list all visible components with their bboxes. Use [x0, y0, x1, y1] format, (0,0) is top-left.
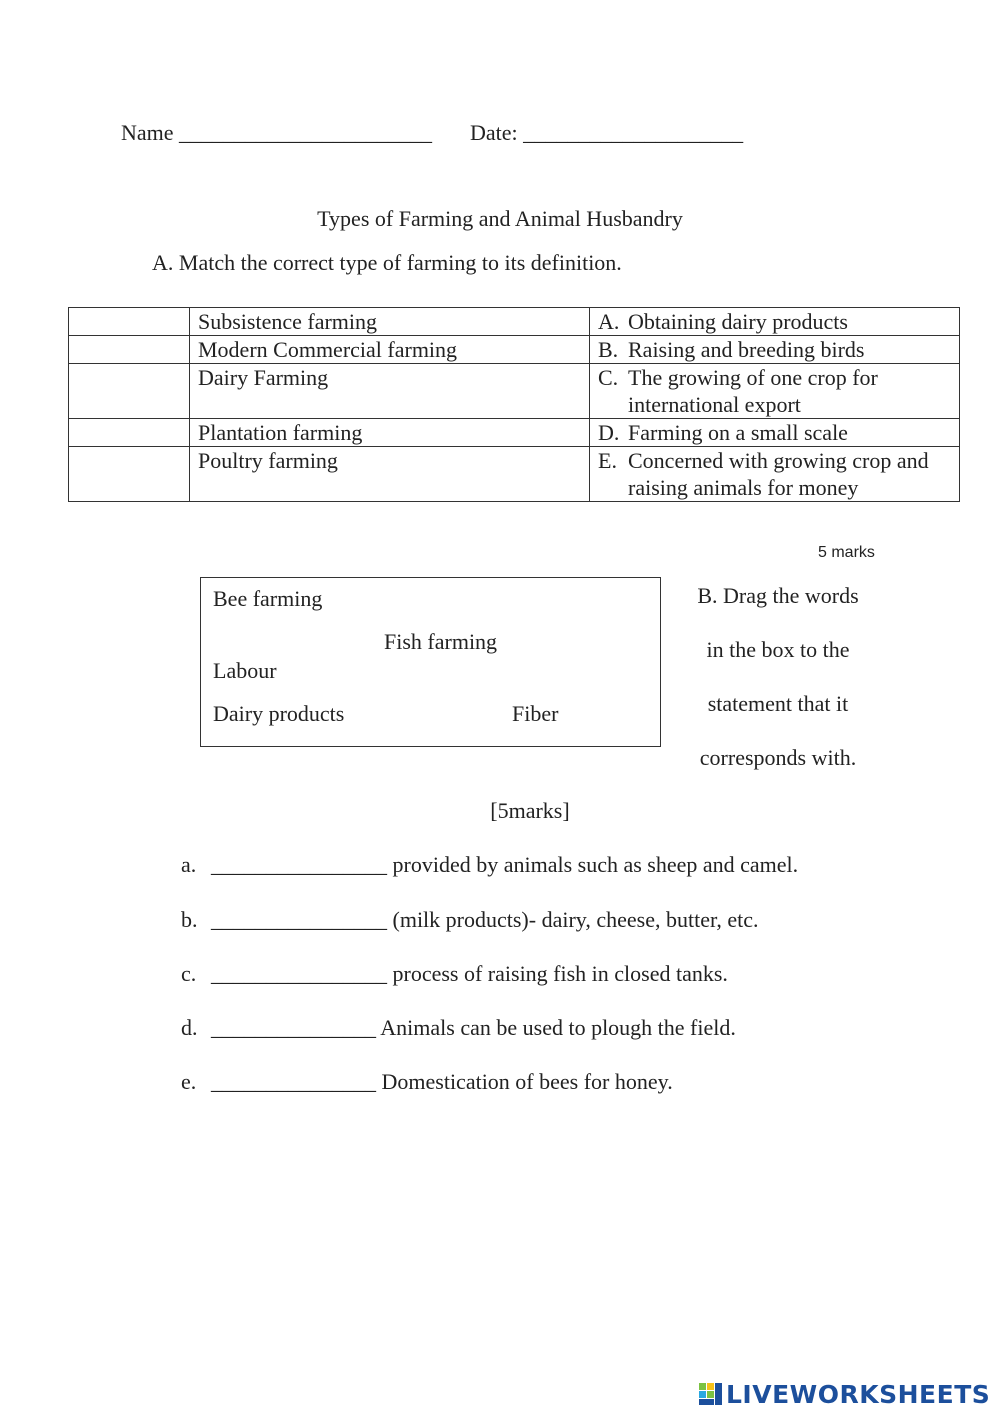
answer-cell[interactable]	[69, 336, 190, 364]
statement-text[interactable]: _______________ Domestication of bees for honey.	[211, 1069, 673, 1094]
section-b-instruction-line: corresponds with.	[699, 745, 857, 770]
statement-a	[181, 852, 798, 878]
word-fiber[interactable]: Fiber	[512, 701, 559, 726]
word-labour[interactable]: Labour	[213, 658, 277, 683]
section-b-marks: [5marks]	[490, 798, 570, 823]
word-dairy-products[interactable]: Dairy products	[213, 701, 345, 726]
table-row	[69, 308, 960, 336]
section-b-instruction-line: statement that it	[707, 691, 849, 716]
definition-cell	[590, 447, 960, 502]
section-a-instruction: A. Match the correct type of farming to its definition.	[152, 250, 622, 275]
liveworksheets-icon	[698, 1381, 724, 1407]
statement-label: d.	[181, 1015, 198, 1040]
definition-text: Concerned with growing crop and raising animals for money	[628, 448, 929, 500]
answer-cell[interactable]	[69, 419, 190, 447]
name-field[interactable]: Name _______________________	[121, 120, 433, 145]
statement-text[interactable]: ________________ process of raising fish in closed tanks.	[211, 961, 728, 986]
name-date-row	[121, 120, 743, 146]
definition-cell	[590, 308, 960, 336]
statement-label: e.	[181, 1069, 197, 1094]
statement-label: c.	[181, 961, 197, 986]
logo-text: LIVEWORKSHEETS	[726, 1379, 991, 1409]
answer-cell[interactable]	[69, 364, 190, 419]
farming-type: Modern Commercial farming	[190, 336, 590, 364]
table-row	[69, 336, 960, 364]
definition-letter: E.	[598, 448, 617, 473]
answer-cell[interactable]	[69, 447, 190, 502]
statement-label: a.	[181, 852, 197, 877]
matching-table	[68, 307, 960, 502]
statement-text[interactable]: _______________ Animals can be used to plough the field.	[211, 1015, 736, 1040]
word-bank-box	[200, 577, 661, 747]
farming-type: Subsistence farming	[190, 308, 590, 336]
table-row	[69, 364, 960, 419]
definition-letter: C.	[598, 365, 619, 390]
farming-type: Plantation farming	[190, 419, 590, 447]
answer-cell[interactable]	[69, 308, 190, 336]
definition-text: The growing of one crop for international export	[628, 365, 878, 417]
definition-cell	[590, 336, 960, 364]
definition-letter: B.	[598, 337, 619, 362]
statement-text[interactable]: ________________ provided by animals such as sheep and camel.	[211, 852, 799, 877]
statement-d	[181, 1015, 736, 1041]
definition-text: Raising and breeding birds	[628, 337, 865, 362]
worksheet-title: Types of Farming and Animal Husbandry	[317, 206, 683, 231]
statement-c	[181, 961, 728, 987]
farming-type: Dairy Farming	[190, 364, 590, 419]
definition-cell	[590, 364, 960, 419]
section-b-instruction-line: in the box to the	[706, 637, 850, 662]
section-b-instruction-line: B. Drag the words	[697, 583, 859, 608]
word-bee-farming[interactable]: Bee farming	[213, 586, 323, 611]
statement-label: b.	[181, 907, 198, 932]
definition-text: Farming on a small scale	[628, 420, 848, 445]
liveworksheets-logo	[698, 1376, 990, 1412]
definition-text: Obtaining dairy products	[628, 309, 848, 334]
section-a-marks: 5 marks	[818, 544, 875, 561]
table-row	[69, 447, 960, 502]
definition-letter: D.	[598, 420, 620, 445]
farming-type: Poultry farming	[190, 447, 590, 502]
word-fish-farming[interactable]: Fish farming	[384, 629, 498, 654]
definition-letter: A.	[598, 309, 620, 334]
statement-text[interactable]: ________________ (milk products)- dairy, cheese, butter, etc.	[211, 907, 759, 932]
table-row	[69, 419, 960, 447]
statement-b	[181, 907, 759, 933]
statement-e	[181, 1069, 673, 1095]
definition-cell	[590, 419, 960, 447]
date-field[interactable]: Date: ____________________	[470, 120, 744, 145]
